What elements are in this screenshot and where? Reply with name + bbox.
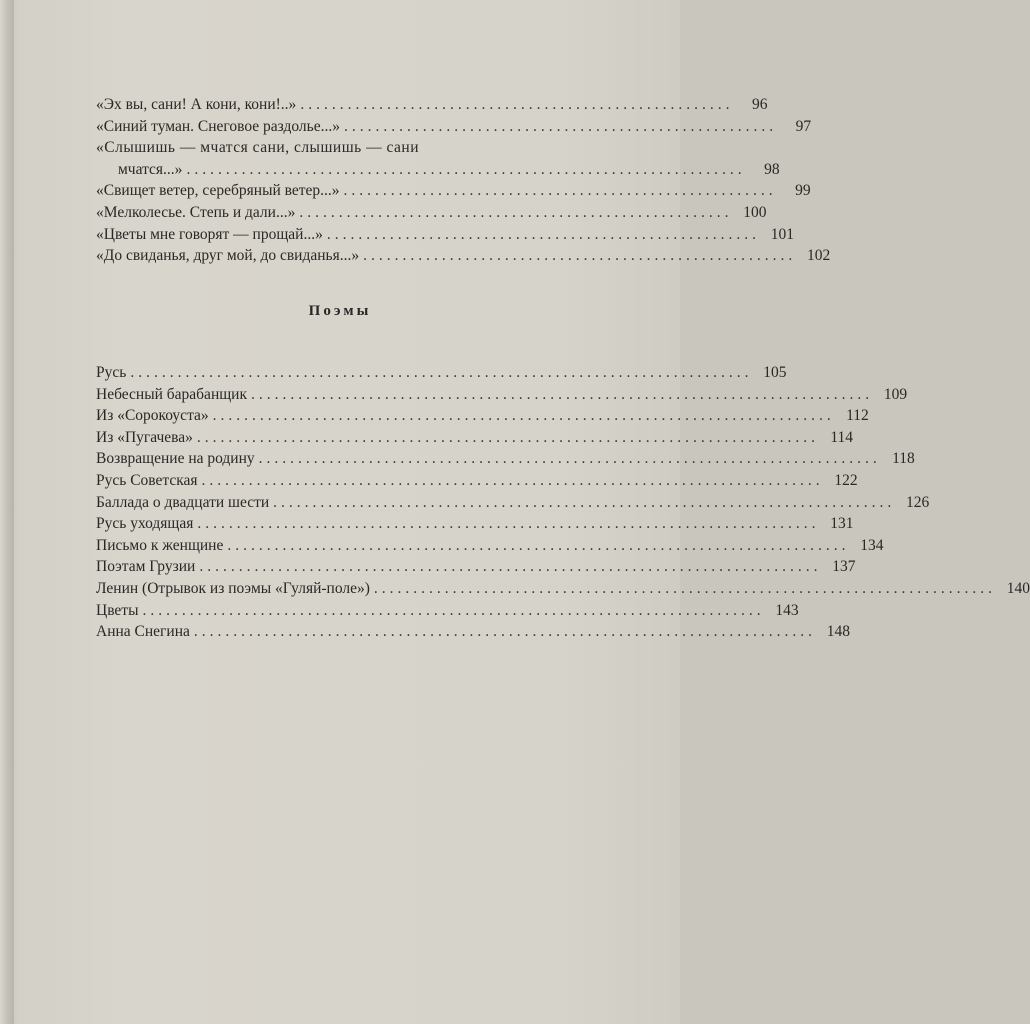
leader-dots: ............................................................................... [196,428,820,446]
leader-dots: ............................................................................... [142,601,765,619]
toc-entry-page: 96 [751,96,768,113]
toc-entry [96,427,854,449]
toc-entry-title: «Мелколесье. Степь и дали...» [96,203,296,221]
toc-entry-page: 98 [764,160,780,178]
toc-entry [96,137,558,159]
toc-entry [96,470,858,492]
leader-dots: ............................................................................... [199,558,822,576]
toc-entry-page: 101 [770,225,794,243]
leader-dots: ............................................................................... [251,385,874,403]
toc-entry-title: «Слышишь — мчатся сани, слышишь — сани [96,139,419,157]
toc-entry-page: 134 [860,536,884,554]
toc-entry [96,224,794,246]
toc-entry-page: 122 [834,471,858,489]
toc-entry [96,513,854,535]
toc-entry [96,94,768,116]
toc-entry-title: «Цветы мне говорят — прощай...» [96,225,323,243]
toc-entry [96,405,869,427]
toc-entry-title: Ленин (Отрывок из поэмы «Гуляй-поле») [96,579,370,597]
toc-entry-page: 112 [846,407,869,425]
leader-dots: ............................................................................... [227,536,850,554]
toc-entry [96,535,884,557]
leader-dots: ....................................................... [299,203,733,221]
toc-entry-title: Поэтам Грузии [96,558,196,576]
toc-entry [96,116,812,138]
leader-dots: ............................................................................... [212,407,835,425]
toc-entry [96,245,831,267]
toc-entry-page: 99 [795,182,811,200]
toc-entry [96,159,780,181]
toc-entry-page: 97 [795,117,812,135]
leader-dots: ....................................................... [363,247,797,265]
toc-entry-page: 114 [830,428,854,446]
toc-entry [96,578,1030,600]
toc-entry-page: 131 [830,515,854,533]
toc-entry-page: 100 [743,203,767,221]
toc-entry-page: 140 [1006,579,1030,597]
toc-entry [96,492,930,514]
toc-entry-page: 137 [832,558,856,576]
leader-dots: ....................................................... [300,96,734,113]
toc-entry-title: «Синий туман. Снеговое раздолье...» [96,117,340,135]
toc-entry-page: 109 [883,385,908,403]
leader-dots: ....................................................................... [186,160,746,178]
leader-dots: ....................................................... [326,225,760,243]
section-heading-poems: Поэмы [308,303,372,319]
toc-entry-title: «До свиданья, друг мой, до свиданья...» [96,247,360,265]
toc-entry [96,202,767,224]
toc-lyrics-list [96,94,831,267]
toc-entry-page: 102 [806,247,831,265]
toc-entry-title: Из «Сорокоуста» [96,407,209,425]
toc-entry-title: Цветы [96,601,139,619]
leader-dots: ............................................................................... [130,364,753,381]
toc-entry [96,180,811,202]
toc-entry-title: Анна Снегина [96,623,190,641]
leader-dots: ............................................................................... [273,493,896,511]
leader-dots: ............................................................................... [197,515,820,533]
toc-entry-title: Русь Советская [96,471,198,489]
leader-dots: ............................................................................... [201,471,824,489]
toc-entry-page: 118 [892,450,915,468]
leader-dots: ............................................................................... [258,450,881,468]
toc-entry-page: 143 [775,601,799,619]
toc-entry-title: «Свищет ветер, серебряный ветер...» [96,182,340,200]
toc-poems-list [96,362,1030,643]
leader-dots: ....................................................... [343,182,777,200]
toc-entry-title: Письмо к женщине [96,536,224,554]
toc-entry-page: 148 [826,623,851,641]
leader-dots: ............................................................................... [373,579,997,597]
toc-entry-title: Баллада о двадцати шести [96,493,270,511]
toc-entry-page: 126 [906,493,930,511]
toc-entry [96,621,851,643]
toc-entry-page: 105 [763,364,787,381]
toc-entry [96,600,799,622]
toc-entry-title: Возвращение на родину [96,450,255,468]
page-spine-edge [0,0,14,1024]
toc-entry-title: Из «Пугачева» [96,428,193,446]
toc-entry-title: Русь [96,364,127,381]
toc-entry-title: мчатся...» [118,160,183,178]
toc-entry [96,362,787,384]
leader-dots: ............................................................................... [193,623,817,641]
toc-entry-title: Небесный барабанщик [96,385,247,403]
toc-entry-title: «Эх вы, сани! А кони, кони!..» [96,96,297,113]
toc-entry [96,384,908,406]
toc-entry-title: Русь уходящая [96,515,194,533]
leader-dots: ....................................................... [344,117,778,135]
toc-entry [96,556,856,578]
toc-entry [96,448,915,470]
